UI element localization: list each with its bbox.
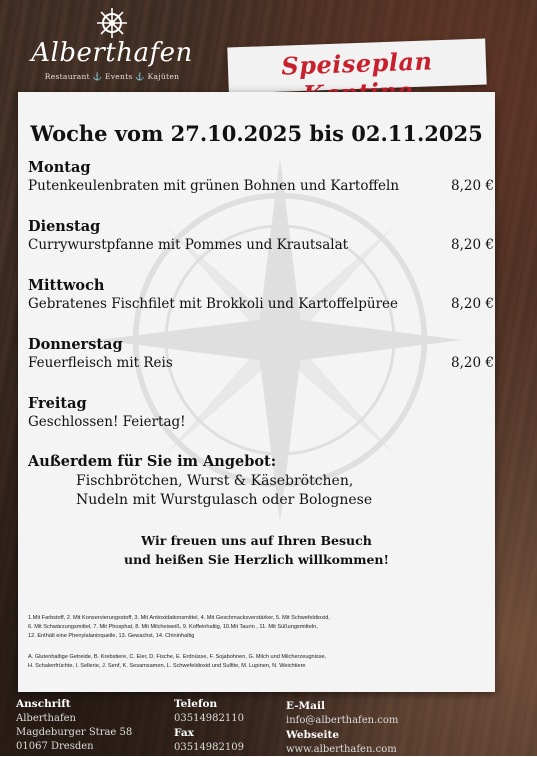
dish-text: Currywurstpfanne mit Pommes und Krautsalat xyxy=(28,237,349,253)
day-dish xyxy=(28,413,494,432)
day-thursday xyxy=(28,336,494,373)
footnotes-allergens xyxy=(28,653,488,671)
footnote-line: A. Glutenhaltige Getreide, B. Krebstiere, C. Eier, D. Fische, E. Erdnüsse, F. Sojabohnen, G. Milch und Milcherzeugnisse, xyxy=(28,654,327,660)
day-dish xyxy=(28,295,494,314)
fax-number: 03514982109 xyxy=(174,742,244,753)
phone-number[interactable]: 03514982110 xyxy=(174,713,244,724)
address-line: 01067 Dresden xyxy=(16,741,94,752)
footnote-line: 1.Mit Farbstoff, 2. Mit Konservierungsstoff, 3. Mit Antioxidationsmittel, 4. Mit Geschmacksverstärker, 5. Mit Schwefeldioxid, xyxy=(28,615,330,621)
day-friday xyxy=(28,395,494,432)
phone-label: Telefon xyxy=(174,698,218,710)
email-label: E-Mail xyxy=(286,700,325,712)
logo-tagline: Restaurant ⚓ Events ⚓ Kajüten xyxy=(44,72,180,81)
menu-banner xyxy=(227,39,486,94)
fax-label: Fax xyxy=(174,727,194,739)
footer-online xyxy=(286,699,398,757)
dish-text: Feuerfleisch mit Reis xyxy=(28,355,173,371)
address-line: Alberthafen xyxy=(16,713,76,724)
email-link[interactable]: info@alberthafen.com xyxy=(286,715,399,726)
page-title: Woche vom 27.10.2025 bis 02.11.2025 xyxy=(30,121,483,146)
day-dish xyxy=(28,236,494,255)
day-dish xyxy=(28,177,494,196)
footnote-line: H. Schalenfrüchte, I. Sellerie, J. Senf, K. Sesamsamen, L. Schwefeldioxid und Sulfite, M. Lupinen, N. Weichtiere xyxy=(28,663,306,669)
web-label: Webseite xyxy=(286,729,340,741)
extras-line: Fischbrötchen, Wurst & Käsebrötchen, xyxy=(76,473,354,489)
day-name: Montag xyxy=(28,159,91,176)
address-label: Anschrift xyxy=(16,698,71,710)
ships-wheel-icon xyxy=(94,6,130,40)
day-name: Mittwoch xyxy=(28,277,105,294)
footnote-line: 6. Mit Schwärzungsmittel, 7. Mit Phosphat, 8. Mit Milcheiweiß, 9. Koffeinhaltig, 10.Mit Taurin , 11. Mit Süßungsmitteln, xyxy=(28,624,318,630)
address-line: Magdeburger Strae 58 xyxy=(16,727,133,738)
web-link[interactable]: www.alberthafen.com xyxy=(286,744,397,755)
day-wednesday xyxy=(28,277,494,314)
day-monday xyxy=(28,159,494,196)
dish-text: Putenkeulenbraten mit grünen Bohnen und Kartoffeln xyxy=(28,178,400,194)
welcome-line: und heißen Sie Herzlich willkommen! xyxy=(123,552,389,567)
dish-price: 8,20 € xyxy=(451,178,494,194)
dish-text: Gebratenes Fischfilet mit Brokkoli und Kartoffelpüree xyxy=(28,296,399,312)
extras-heading: Außerdem für Sie im Angebot: xyxy=(28,453,277,470)
logo-name: Alberthafen xyxy=(31,38,193,68)
footer-contact xyxy=(174,697,244,755)
footnote-line: 12. Enthält eine Phenylalaninquelle, 13. Gewachst, 14. Chininhaltig xyxy=(28,633,195,639)
dish-price: 8,20 € xyxy=(451,296,494,312)
banner-title: Speiseplan xyxy=(280,46,433,81)
dish-price: 8,20 € xyxy=(451,355,494,371)
day-name: Donnerstag xyxy=(28,336,123,353)
day-tuesday xyxy=(28,218,494,255)
logo xyxy=(22,6,202,86)
day-dish xyxy=(28,354,494,373)
footnotes-additives xyxy=(28,614,488,641)
dish-text: Geschlossen! Feiertag! xyxy=(28,414,186,430)
footer-address xyxy=(16,697,132,754)
welcome-message xyxy=(18,531,495,569)
day-name: Dienstag xyxy=(28,218,101,235)
extras-line: Nudeln mit Wurstgulasch oder Bolognese xyxy=(76,492,373,508)
dish-price: 8,20 € xyxy=(451,237,494,253)
welcome-line: Wir freuen uns auf Ihren Besuch xyxy=(141,533,372,548)
day-name: Freitag xyxy=(28,395,87,412)
